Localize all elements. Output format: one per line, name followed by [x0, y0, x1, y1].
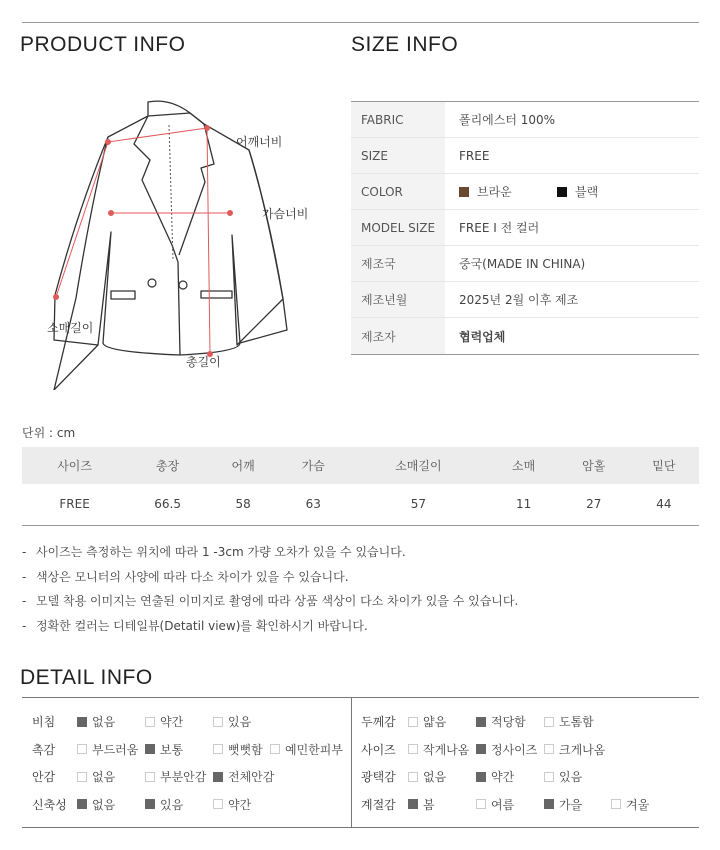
checkbox-checked	[408, 799, 418, 809]
shoulder-width-label: 어깨너비	[236, 135, 283, 149]
checkbox-checked	[77, 717, 87, 727]
checkbox	[408, 744, 418, 754]
col-header: 암홀	[559, 447, 629, 484]
color-key: COLOR	[351, 174, 445, 209]
detail-row-transparency: 비침 없음 약간 있음	[32, 715, 252, 729]
checkbox	[544, 717, 554, 727]
detail-info-grid	[22, 697, 699, 828]
maker-key: 제조자	[351, 318, 445, 354]
black-swatch	[557, 187, 567, 197]
fabric-row	[351, 102, 699, 138]
black-label: 블랙	[575, 185, 599, 199]
checkbox-checked	[476, 744, 486, 754]
chest-width-label: 가슴너비	[262, 207, 309, 221]
checkbox	[270, 744, 280, 754]
table-row	[22, 484, 699, 525]
detail-info-heading: DETAIL INFO	[20, 666, 153, 689]
col-header: 밑단	[629, 447, 699, 484]
note-item: - 색상은 모니터의 사양에 따라 다소 차이가 있을 수 있습니다.	[22, 569, 349, 584]
checkbox-checked	[213, 772, 223, 782]
detail-row-stretch: 신축성 없음 있음 약간	[32, 797, 252, 812]
checkbox	[544, 744, 554, 754]
detail-left-column	[22, 713, 351, 823]
model-size-value: FREE I 전 컬러	[459, 221, 540, 235]
color-row	[351, 174, 699, 210]
checkbox-checked	[476, 717, 486, 727]
note-item: - 모델 착용 이미지는 연출된 이미지로 촬영에 따라 상품 색상이 다소 차이가 있을 수 있습니다.	[22, 594, 519, 608]
checkbox	[77, 772, 87, 782]
fabric-key: FABRIC	[351, 102, 445, 137]
color-option-brown	[459, 183, 557, 200]
checkbox	[145, 717, 155, 727]
checkbox	[213, 799, 223, 809]
detail-row-fit: 사이즈 작게나옴 정사이즈 크게나옴	[361, 742, 606, 757]
size-info-table	[351, 101, 699, 355]
color-option-black	[557, 183, 598, 200]
detail-row-texture: 촉감 부드러움 보통 뻣뻣함 예민한피부	[32, 742, 343, 757]
sleeve-length-label: 소매길이	[47, 321, 94, 335]
checkbox-checked	[476, 772, 486, 782]
model-size-row	[351, 210, 699, 246]
checkbox	[213, 717, 223, 727]
notes-list	[22, 545, 518, 643]
model-size-key: MODEL SIZE	[351, 210, 445, 245]
manufacture-date-row	[351, 282, 699, 318]
measurement-header-row	[22, 447, 699, 484]
note-item: - 사이즈는 측정하는 위치에 따라 1 -3cm 가량 오차가 있을 수 있습니다.	[22, 545, 406, 559]
col-header: 사이즈	[22, 447, 127, 484]
detail-row-season: 계절감 봄 여름 가을 겨울	[361, 797, 650, 812]
table-cell: 44	[629, 484, 699, 525]
checkbox	[476, 799, 486, 809]
col-header: 소매	[489, 447, 559, 484]
detail-row-gloss: 광택감 없음 약간 있음	[361, 770, 583, 784]
unit-label: 단위 : cm	[22, 426, 76, 440]
table-cell: 11	[489, 484, 559, 525]
checkbox	[544, 772, 554, 782]
checkbox	[611, 799, 621, 809]
table-cell: 63	[278, 484, 348, 525]
detail-right-column	[351, 713, 699, 823]
product-info-heading: PRODUCT INFO	[20, 33, 186, 56]
origin-key: 제조국	[351, 246, 445, 281]
detail-row-thickness: 두께감 얇음 적당함 도톰함	[361, 715, 594, 729]
detail-row-lining: 안감 없음 부분안감 전체안감	[32, 770, 275, 784]
size-info-heading: SIZE INFO	[351, 33, 459, 56]
col-header: 총장	[127, 447, 208, 484]
size-value: FREE	[459, 148, 490, 163]
total-length-label: 총길이	[186, 355, 221, 369]
note-item: - 정확한 컬러는 디테일뷰(Detatil view)를 확인하시기 바랍니다.	[22, 618, 368, 633]
top-divider	[22, 22, 699, 23]
checkbox	[145, 772, 155, 782]
checkbox-checked	[77, 799, 87, 809]
maker-row	[351, 318, 699, 354]
table-cell: 27	[559, 484, 629, 525]
measurement-table	[22, 447, 699, 526]
table-cell: FREE	[22, 484, 127, 525]
checkbox-checked	[544, 799, 554, 809]
table-cell: 66.5	[127, 484, 208, 525]
size-row	[351, 138, 699, 174]
checkbox	[408, 772, 418, 782]
table-cell: 58	[208, 484, 278, 525]
checkbox-checked	[145, 799, 155, 809]
col-header: 소매길이	[348, 447, 488, 484]
maker-value: 협력업체	[459, 329, 506, 344]
fabric-value: 폴리에스터 100%	[459, 113, 556, 127]
origin-row	[351, 246, 699, 282]
col-header: 가슴	[278, 447, 348, 484]
manufacture-date-value: 2025년 2월 이후 제조	[459, 293, 579, 307]
checkbox	[213, 744, 223, 754]
origin-value: 중국(MADE IN CHINA)	[459, 257, 586, 271]
brown-swatch	[459, 187, 469, 197]
checkbox-checked	[145, 744, 155, 754]
size-key: SIZE	[351, 138, 445, 173]
brown-label: 브라운	[477, 185, 512, 199]
manufacture-date-key: 제조년월	[351, 282, 445, 317]
checkbox	[408, 717, 418, 727]
col-header: 어깨	[208, 447, 278, 484]
table-cell: 57	[348, 484, 488, 525]
checkbox	[77, 744, 87, 754]
